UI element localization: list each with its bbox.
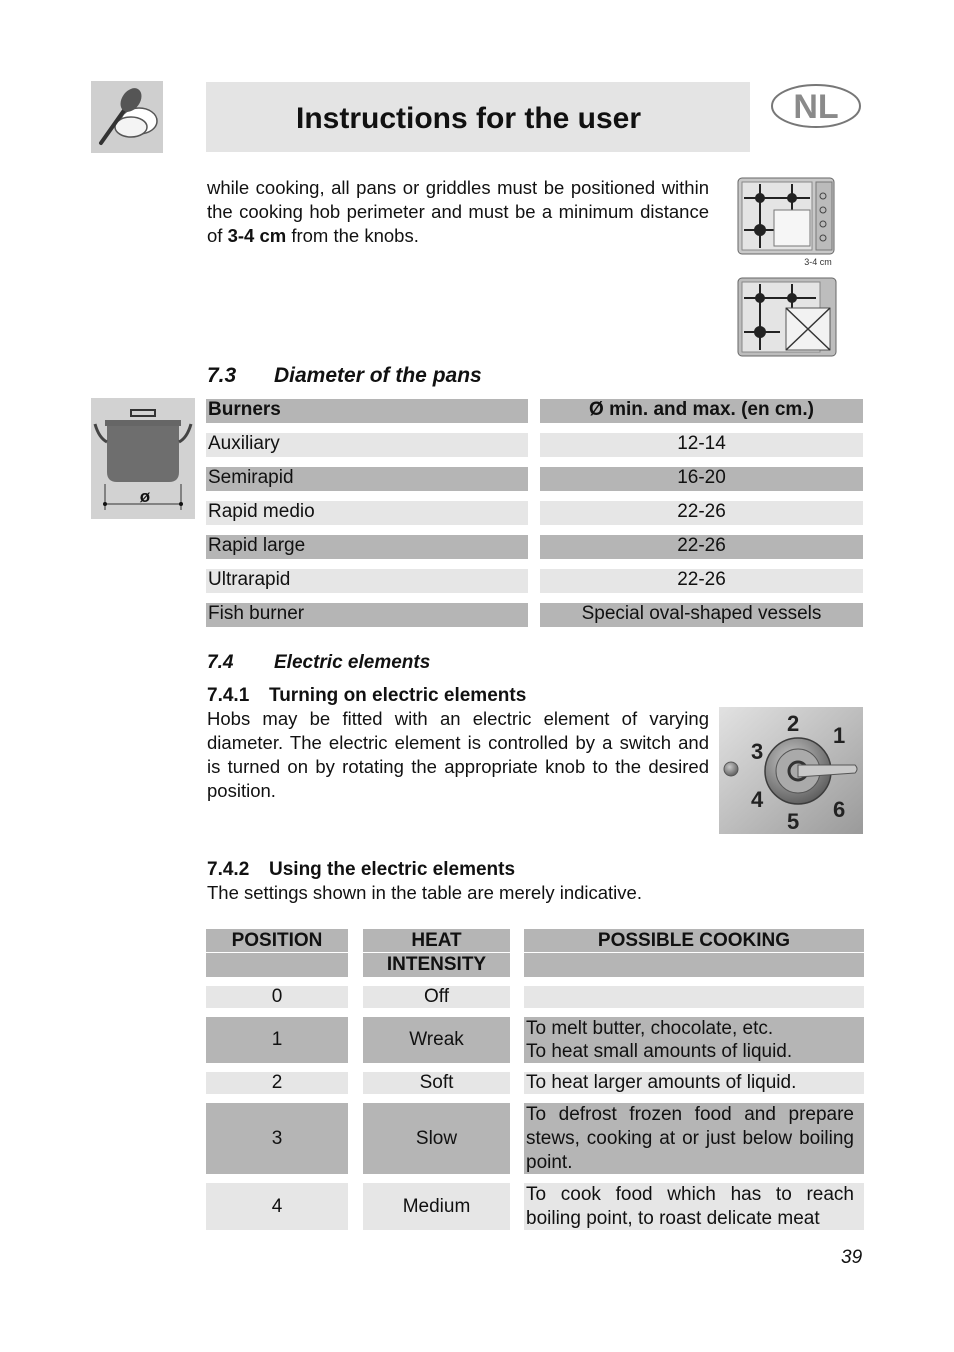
header-divider: [206, 952, 864, 953]
position-cell: 4: [206, 1183, 348, 1230]
section-7-3-number: 7.3: [207, 364, 237, 387]
language-badge: [770, 83, 862, 129]
cooking-cell: To heat larger amounts of liquid.: [524, 1072, 864, 1094]
burner-diameter: Special oval-shaped vessels: [540, 603, 863, 627]
knob-position-3: 3: [751, 739, 764, 764]
settings-note: The settings shown in the table are merely indicative.: [207, 882, 642, 903]
cooking-cell: To defrost frozen food and prepare stews, cooking at or just below boiling point.: [524, 1103, 864, 1174]
intensity-cell: Slow: [363, 1103, 510, 1174]
burner-name: Rapid medio: [206, 501, 528, 525]
section-7-4-2-number: 7.4.2: [207, 859, 250, 880]
intro-text-end: from the knobs.: [286, 225, 419, 246]
burner-name: Auxiliary: [206, 433, 528, 457]
burner-name: Fish burner: [206, 603, 528, 627]
position-cell: 0: [206, 986, 348, 1008]
hob-correct-position-figure: [736, 176, 838, 268]
intensity-cell: Wreak: [363, 1017, 510, 1063]
language-code: NL: [793, 88, 839, 126]
diameter-symbol: ø: [139, 487, 151, 506]
knob-position-4: 4: [751, 787, 764, 812]
burner-name: Rapid large: [206, 535, 528, 559]
intro-text: while cooking, all pans or griddles must be positioned within the cooking hob perimeter and must be a minimum distance of: [207, 177, 709, 246]
knob-figure: [719, 707, 863, 834]
section-7-4-2-title: Using the electric elements: [269, 859, 516, 880]
title-banner: [206, 82, 750, 152]
section-7-4-title: Electric elements: [274, 652, 431, 673]
position-header: POSITION: [206, 929, 348, 977]
page-number: 39: [841, 1247, 863, 1268]
burner-diameter: 22-26: [540, 501, 863, 525]
knob-position-6: 6: [833, 797, 846, 822]
knob-position-2: 2: [787, 711, 800, 736]
diameter-header: Ø min. and max. (en cm.): [540, 399, 863, 423]
cooking-cell: [524, 986, 864, 1008]
intro-distance: 3-4 cm: [227, 225, 287, 246]
electric-intro-paragraph: Hobs may be fitted with an electric element of varying diameter. The electric element is controlled by a switch and is turned on by rotating the appropriate knob to the desired position.: [207, 708, 709, 801]
position-cell: 2: [206, 1072, 348, 1094]
burner-name: Ultrarapid: [206, 569, 528, 593]
cooking-cell: To cook food which has to reach boiling point, to roast delicate meat: [524, 1183, 864, 1230]
heat-intensity-header: HEAT INTENSITY: [363, 929, 510, 977]
position-cell: 1: [206, 1017, 348, 1063]
chef-logo-icon: [91, 81, 163, 153]
section-7-4-1-title: Turning on electric elements: [269, 685, 527, 706]
distance-label: 3-4 cm: [804, 257, 832, 267]
burner-diameter: 22-26: [540, 569, 863, 593]
burner-diameter: 16-20: [540, 467, 863, 491]
position-cell: 3: [206, 1103, 348, 1174]
burner-diameter: 22-26: [540, 535, 863, 559]
intensity-cell: Soft: [363, 1072, 510, 1094]
section-7-4-1-number: 7.4.1: [207, 685, 250, 706]
pan-diameter-icon: [91, 398, 195, 519]
burner-diameter: 12-14: [540, 433, 863, 457]
knob-position-1: 1: [833, 723, 846, 748]
burner-name: Semirapid: [206, 467, 528, 491]
intensity-cell: Off: [363, 986, 510, 1008]
section-7-4-number: 7.4: [207, 652, 234, 673]
page-title: Instructions for the user: [296, 102, 642, 135]
cooking-cell: To melt butter, chocolate, etc. To heat small amounts of liquid.: [524, 1017, 864, 1063]
possible-cooking-header: POSSIBLE COOKING: [524, 929, 864, 977]
knob-position-5: 5: [787, 809, 800, 834]
hob-wrong-position-figure: [736, 276, 838, 358]
intensity-cell: Medium: [363, 1183, 510, 1230]
section-7-3-title: Diameter of the pans: [274, 364, 482, 387]
burners-header: Burners: [206, 399, 528, 423]
intro-paragraph: [207, 176, 709, 248]
